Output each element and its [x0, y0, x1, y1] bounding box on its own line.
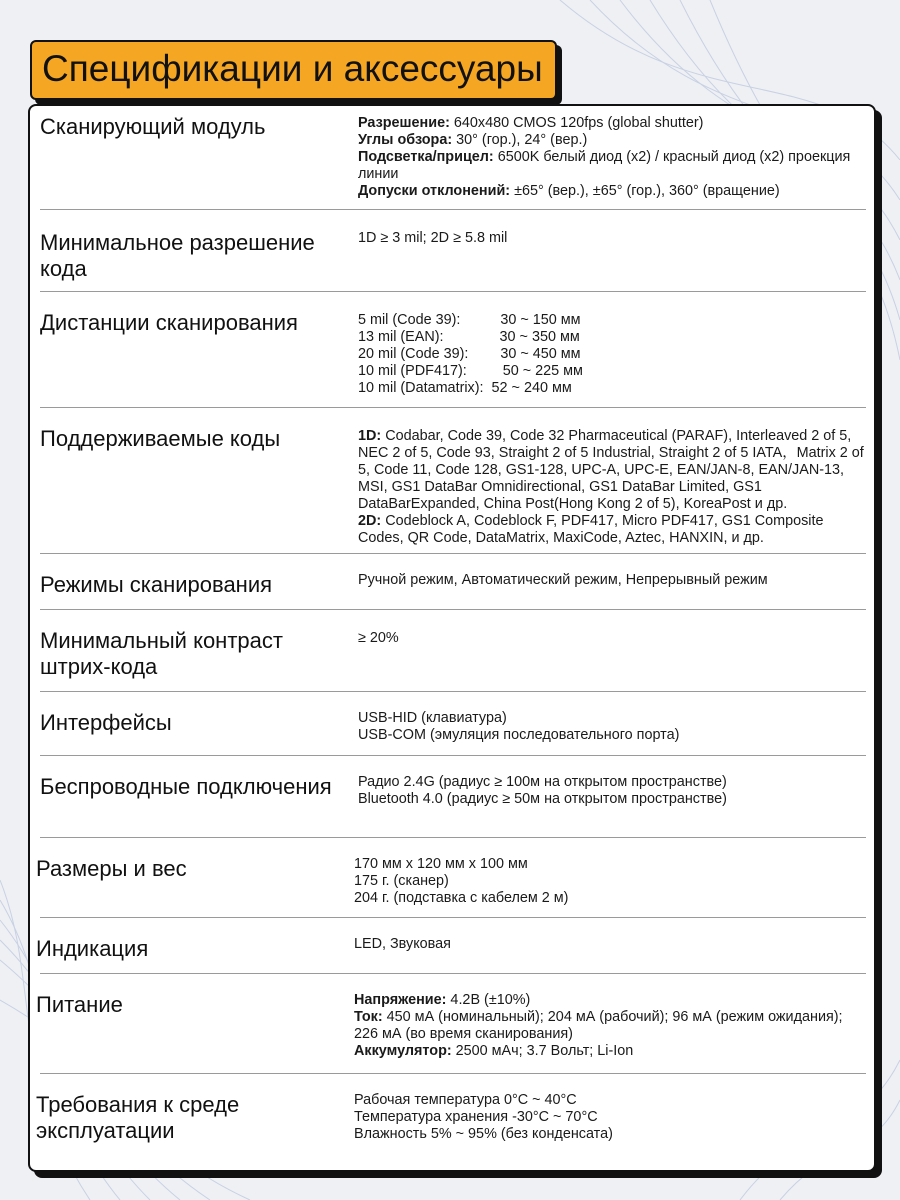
spec-value: 170 мм x 120 мм x 100 мм 175 г. (сканер) 204 г. (подставка с кабелем 2 м) [354, 856, 569, 906]
spec-label: Сканирующий модуль [40, 114, 266, 139]
spec-row-dimensions [36, 838, 866, 918]
spec-value: 1D ≥ 3 mil; 2D ≥ 5.8 mil [358, 230, 508, 246]
spec-value: Ручной режим, Автоматический режим, Непрерывный режим [358, 572, 768, 588]
spec-value: LED, Звуковая [354, 936, 451, 952]
spec-row-environment [36, 1074, 866, 1170]
spec-row-scan-modes [40, 554, 866, 610]
spec-value: Разрешение: 640x480 CMOS 120fps (global shutter) Углы обзора: 30° (гор.), 24° (вер.) Подсветка/прицел: 6500K белый диод (x2) / красный диод (x2) проекция линии Допуски отклонений: ±65° (вер.), ±65° (гор.), 360° (вращение) [358, 115, 851, 199]
spec-value: 1D: Codabar, Code 39, Code 32 Pharmaceutical (PARAF), Interleaved 2 of 5, NEC 2 of 5, Code 93, Straight 2 of 5 Industrial, Straight 2 of 5 IATA，Matrix 2 of 5, Code 11, Code 128, GS1-128, UPC-A, UPC-E, EAN/JAN-8, EAN/JAN-13, MSI, GS1 DataBar Omnidirectional, GS1 DataBar Limited, GS1 DataBarExpanded, China Post(Hong Kong 2 of 5), KoreaPost и др. 2D: Codeblock A, Codeblock F, PDF417, Micro PDF417, GS1 Composite Codes, QR Code, DataMatrix, MaxiCode, Aztec, HANXIN, и др. [358, 428, 864, 546]
spec-row-min-resolution [40, 210, 866, 292]
spec-label: Интерфейсы [40, 710, 172, 735]
spec-label: Минимальное разрешение кода [40, 230, 315, 281]
spec-row-interfaces [40, 692, 866, 756]
spec-label: Дистанции сканирования [40, 310, 298, 335]
page-title: Спецификации и аксессуары [30, 40, 557, 100]
spec-value: Рабочая температура 0°C ~ 40°C Температура хранения -30°C ~ 70°C Влажность 5% ~ 95% (без конденсата) [354, 1092, 613, 1142]
spec-label: Индикация [36, 936, 149, 961]
spec-row-scan-distances [40, 292, 866, 408]
spec-label: Поддерживаемые коды [40, 426, 281, 451]
spec-table [28, 104, 876, 1172]
spec-label: Минимальный контраст штрих-кода [40, 628, 283, 679]
spec-value: Напряжение: 4.2В (±10%) Ток: 450 мА (номинальный); 204 мА (рабочий); 96 мА (режим ожидания); 226 мА (во время сканирования) Аккумулятор: 2500 мАч; 3.7 Вольт; Li-Ion [354, 992, 843, 1059]
spec-row-min-contrast [40, 610, 866, 692]
spec-value: ≥ 20% [358, 630, 399, 646]
spec-label: Режимы сканирования [40, 572, 273, 597]
spec-value: Радио 2.4G (радиус ≥ 100м на открытом пространстве) Bluetooth 4.0 (радиус ≥ 50м на открытом пространстве) [358, 774, 727, 807]
spec-row-power [36, 974, 866, 1074]
spec-value: 5 mil (Code 39): 30 ~ 150 мм 13 mil (EAN): 30 ~ 350 мм 20 mil (Code 39): 30 ~ 450 мм 10 mil (PDF417): 50 ~ 225 мм 10 mil (Datamatrix): 52 ~ 240 мм [358, 312, 583, 396]
spec-label: Размеры и вес [36, 856, 187, 881]
spec-label: Питание [36, 992, 123, 1017]
spec-row-supported-codes [40, 408, 866, 554]
spec-row-indication [36, 918, 866, 974]
spec-label: Беспроводные подключения [40, 774, 332, 799]
spec-value: USB-HID (клавиатура) USB-COM (эмуляция последовательного порта) [358, 710, 680, 743]
spec-row-wireless [40, 756, 866, 838]
spec-row-scan-module [40, 106, 866, 210]
spec-label: Требования к среде эксплуатации [36, 1092, 240, 1143]
